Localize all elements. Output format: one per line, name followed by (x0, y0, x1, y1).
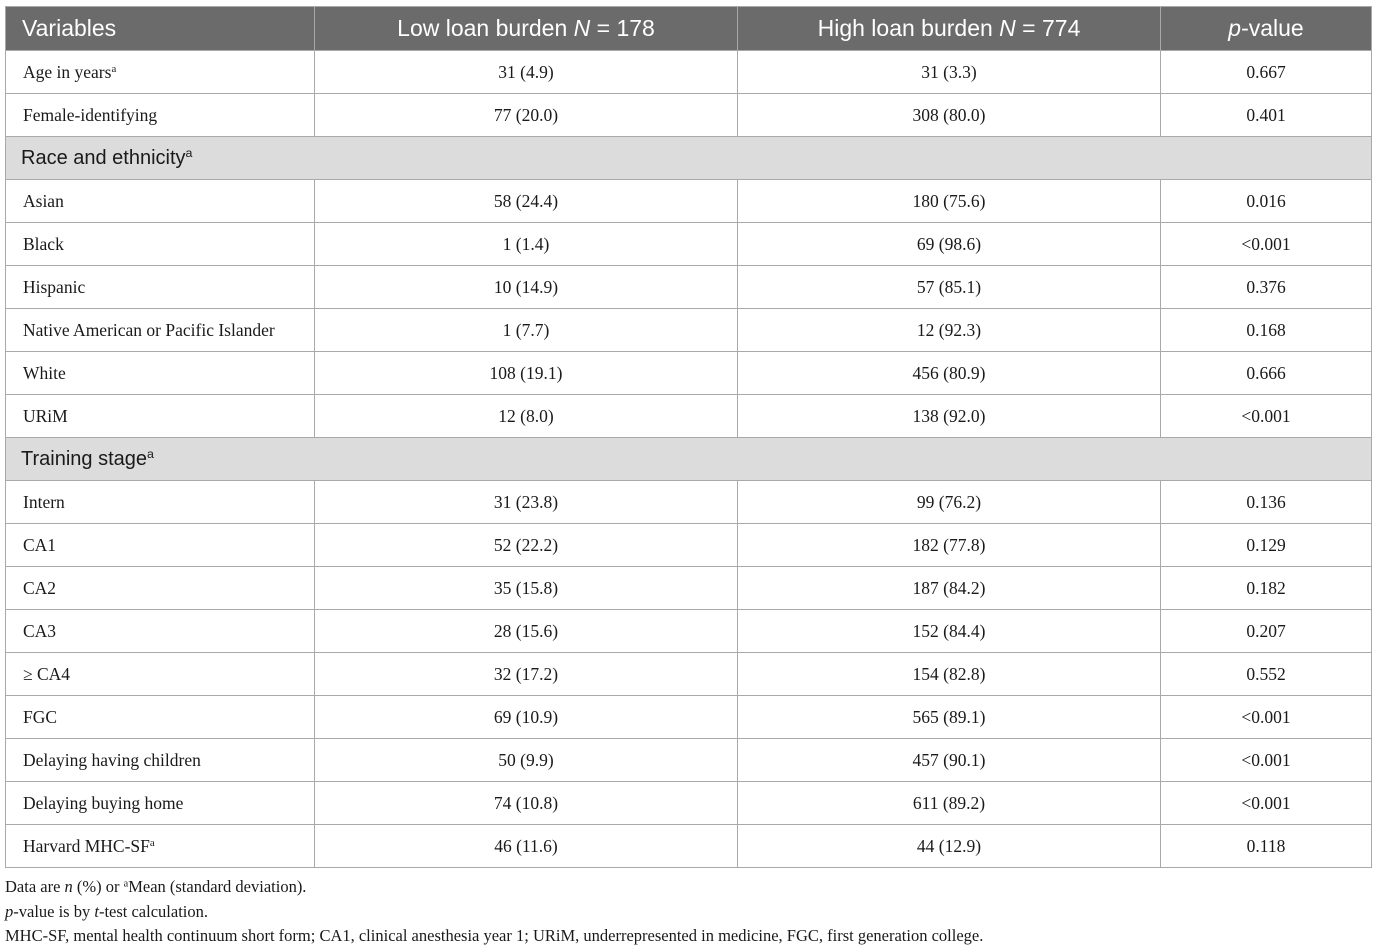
high-burden-cell: 12 (92.3) (738, 309, 1161, 352)
low-burden-cell: 28 (15.6) (315, 610, 738, 653)
p-value-cell: <0.001 (1161, 782, 1372, 825)
header-high-prefix: High loan burden (817, 15, 1000, 41)
variable-cell (6, 782, 315, 825)
high-burden-cell: 57 (85.1) (738, 266, 1161, 309)
table-body (6, 51, 1372, 868)
high-burden-cell: 565 (89.1) (738, 696, 1161, 739)
variable-superscript: a (111, 62, 117, 75)
variable-cell (6, 653, 315, 696)
footnote-text: Data are (5, 877, 65, 896)
high-burden-cell: 99 (76.2) (738, 481, 1161, 524)
footnote-abbreviations: MHC-SF, mental health continuum short form; CA1, clinical anesthesia year 1; URiM, underrepresented in medicine, FGC, first generation college. (5, 926, 984, 945)
footnote-text: -test calculation. (98, 901, 208, 921)
table-footnotes (5, 875, 983, 949)
data-table-container (5, 6, 1371, 868)
low-burden-cell: 10 (14.9) (315, 266, 738, 309)
variable-superscript: a (149, 836, 155, 849)
variable-label: Intern (23, 491, 65, 512)
header-high-n-label: N (999, 15, 1016, 41)
p-value-cell: <0.001 (1161, 739, 1372, 782)
low-burden-cell: 31 (4.9) (315, 51, 738, 94)
section-row (6, 137, 1372, 180)
p-value-cell: 0.016 (1161, 180, 1372, 223)
variable-cell (6, 309, 315, 352)
header-low-prefix: Low loan burden (397, 15, 574, 41)
low-burden-cell: 12 (8.0) (315, 395, 738, 438)
low-burden-cell: 108 (19.1) (315, 352, 738, 395)
table-row (6, 51, 1372, 94)
low-burden-cell: 31 (23.8) (315, 481, 738, 524)
footnote-italic-n: n (64, 877, 73, 896)
table-row (6, 266, 1372, 309)
variable-label: White (23, 362, 66, 383)
variable-label: Asian (23, 190, 64, 211)
variable-cell (6, 610, 315, 653)
header-p-value (1161, 7, 1372, 51)
variable-cell (6, 94, 315, 137)
variable-cell (6, 180, 315, 223)
table-row (6, 825, 1372, 868)
high-burden-cell: 457 (90.1) (738, 739, 1161, 782)
variable-cell (6, 395, 315, 438)
low-burden-cell: 46 (11.6) (315, 825, 738, 868)
header-low-n-value: = 178 (590, 15, 655, 41)
high-burden-cell: 154 (82.8) (738, 653, 1161, 696)
p-value-cell: 0.136 (1161, 481, 1372, 524)
variable-cell (6, 352, 315, 395)
footnote-p-value (5, 900, 983, 925)
header-variables: Variables (6, 7, 315, 51)
variable-label: ≥ CA4 (23, 663, 71, 684)
section-row (6, 438, 1372, 481)
footnote-text: -value is by (13, 901, 95, 921)
header-p-italic: p (1228, 15, 1242, 41)
footnote-text: Mean (standard deviation). (128, 877, 307, 896)
variable-label: Delaying buying home (23, 792, 184, 813)
table-row (6, 610, 1372, 653)
variable-cell (6, 696, 315, 739)
table-row (6, 739, 1372, 782)
header-high-n-value: = 774 (1015, 15, 1081, 41)
p-value-cell: 0.552 (1161, 653, 1372, 696)
high-burden-cell: 187 (84.2) (738, 567, 1161, 610)
low-burden-cell: 58 (24.4) (315, 180, 738, 223)
high-burden-cell: 31 (3.3) (738, 51, 1161, 94)
p-value-cell: <0.001 (1161, 696, 1372, 739)
low-burden-cell: 32 (17.2) (315, 653, 738, 696)
variable-cell (6, 567, 315, 610)
variable-cell (6, 223, 315, 266)
variable-cell (6, 825, 315, 868)
footnote-data-format (5, 875, 983, 900)
table-header (6, 7, 1372, 51)
p-value-cell: 0.182 (1161, 567, 1372, 610)
section-label: Training stage (21, 447, 147, 470)
high-burden-cell: 182 (77.8) (738, 524, 1161, 567)
low-burden-cell: 1 (7.7) (315, 309, 738, 352)
low-burden-cell: 35 (15.8) (315, 567, 738, 610)
variable-label: CA3 (23, 620, 57, 641)
loan-burden-table (5, 6, 1372, 868)
high-burden-cell: 611 (89.2) (738, 782, 1161, 825)
variable-label: Native American or Pacific Islander (23, 319, 275, 340)
variable-cell (6, 524, 315, 567)
p-value-cell: 0.666 (1161, 352, 1372, 395)
variable-label: CA1 (23, 534, 57, 555)
table-row (6, 653, 1372, 696)
table-row (6, 782, 1372, 825)
table-row (6, 94, 1372, 137)
variable-label: URiM (23, 405, 68, 426)
header-row (6, 7, 1372, 51)
footnote-text: (%) or (72, 877, 124, 896)
high-burden-cell: 456 (80.9) (738, 352, 1161, 395)
section-label: Race and ethnicity (21, 146, 186, 169)
low-burden-cell: 77 (20.0) (315, 94, 738, 137)
variable-cell (6, 51, 315, 94)
variable-label: Black (23, 233, 64, 254)
low-burden-cell: 50 (9.9) (315, 739, 738, 782)
footnote-italic-t: t (94, 901, 99, 921)
header-low-n-label: N (573, 15, 591, 41)
header-high-loan-burden (738, 7, 1161, 51)
footnote-superscript: a (123, 878, 129, 890)
high-burden-cell: 308 (80.0) (738, 94, 1161, 137)
p-value-cell: 0.207 (1161, 610, 1372, 653)
section-heading (6, 137, 1372, 180)
high-burden-cell: 180 (75.6) (738, 180, 1161, 223)
variable-label: CA2 (23, 577, 57, 598)
table-row (6, 395, 1372, 438)
section-superscript: a (185, 145, 193, 160)
variable-label: Harvard MHC-SF (23, 835, 150, 856)
variable-cell (6, 481, 315, 524)
header-p-rest: -value (1241, 15, 1304, 41)
high-burden-cell: 152 (84.4) (738, 610, 1161, 653)
variable-label: Delaying having children (23, 749, 201, 770)
p-value-cell: 0.667 (1161, 51, 1372, 94)
section-superscript: a (147, 446, 154, 461)
table-row (6, 309, 1372, 352)
p-value-cell: <0.001 (1161, 395, 1372, 438)
table-row (6, 524, 1372, 567)
p-value-cell: 0.118 (1161, 825, 1372, 868)
header-low-loan-burden (315, 7, 738, 51)
p-value-cell: 0.401 (1161, 94, 1372, 137)
high-burden-cell: 69 (98.6) (738, 223, 1161, 266)
table-row (6, 352, 1372, 395)
p-value-cell: 0.129 (1161, 524, 1372, 567)
low-burden-cell: 69 (10.9) (315, 696, 738, 739)
variable-label: FGC (23, 706, 58, 727)
footnote-italic-p: p (5, 901, 14, 921)
low-burden-cell: 74 (10.8) (315, 782, 738, 825)
table-row (6, 481, 1372, 524)
section-heading (6, 438, 1372, 481)
p-value-cell: <0.001 (1161, 223, 1372, 266)
high-burden-cell: 138 (92.0) (738, 395, 1161, 438)
p-value-cell: 0.168 (1161, 309, 1372, 352)
variable-cell (6, 739, 315, 782)
variable-label: Hispanic (23, 276, 86, 297)
p-value-cell: 0.376 (1161, 266, 1372, 309)
variable-cell (6, 266, 315, 309)
low-burden-cell: 1 (1.4) (315, 223, 738, 266)
low-burden-cell: 52 (22.2) (315, 524, 738, 567)
variable-label: Age in years (23, 61, 112, 82)
table-row (6, 696, 1372, 739)
table-row (6, 180, 1372, 223)
table-row (6, 223, 1372, 266)
high-burden-cell: 44 (12.9) (738, 825, 1161, 868)
variable-label: Female-identifying (23, 104, 158, 125)
table-row (6, 567, 1372, 610)
